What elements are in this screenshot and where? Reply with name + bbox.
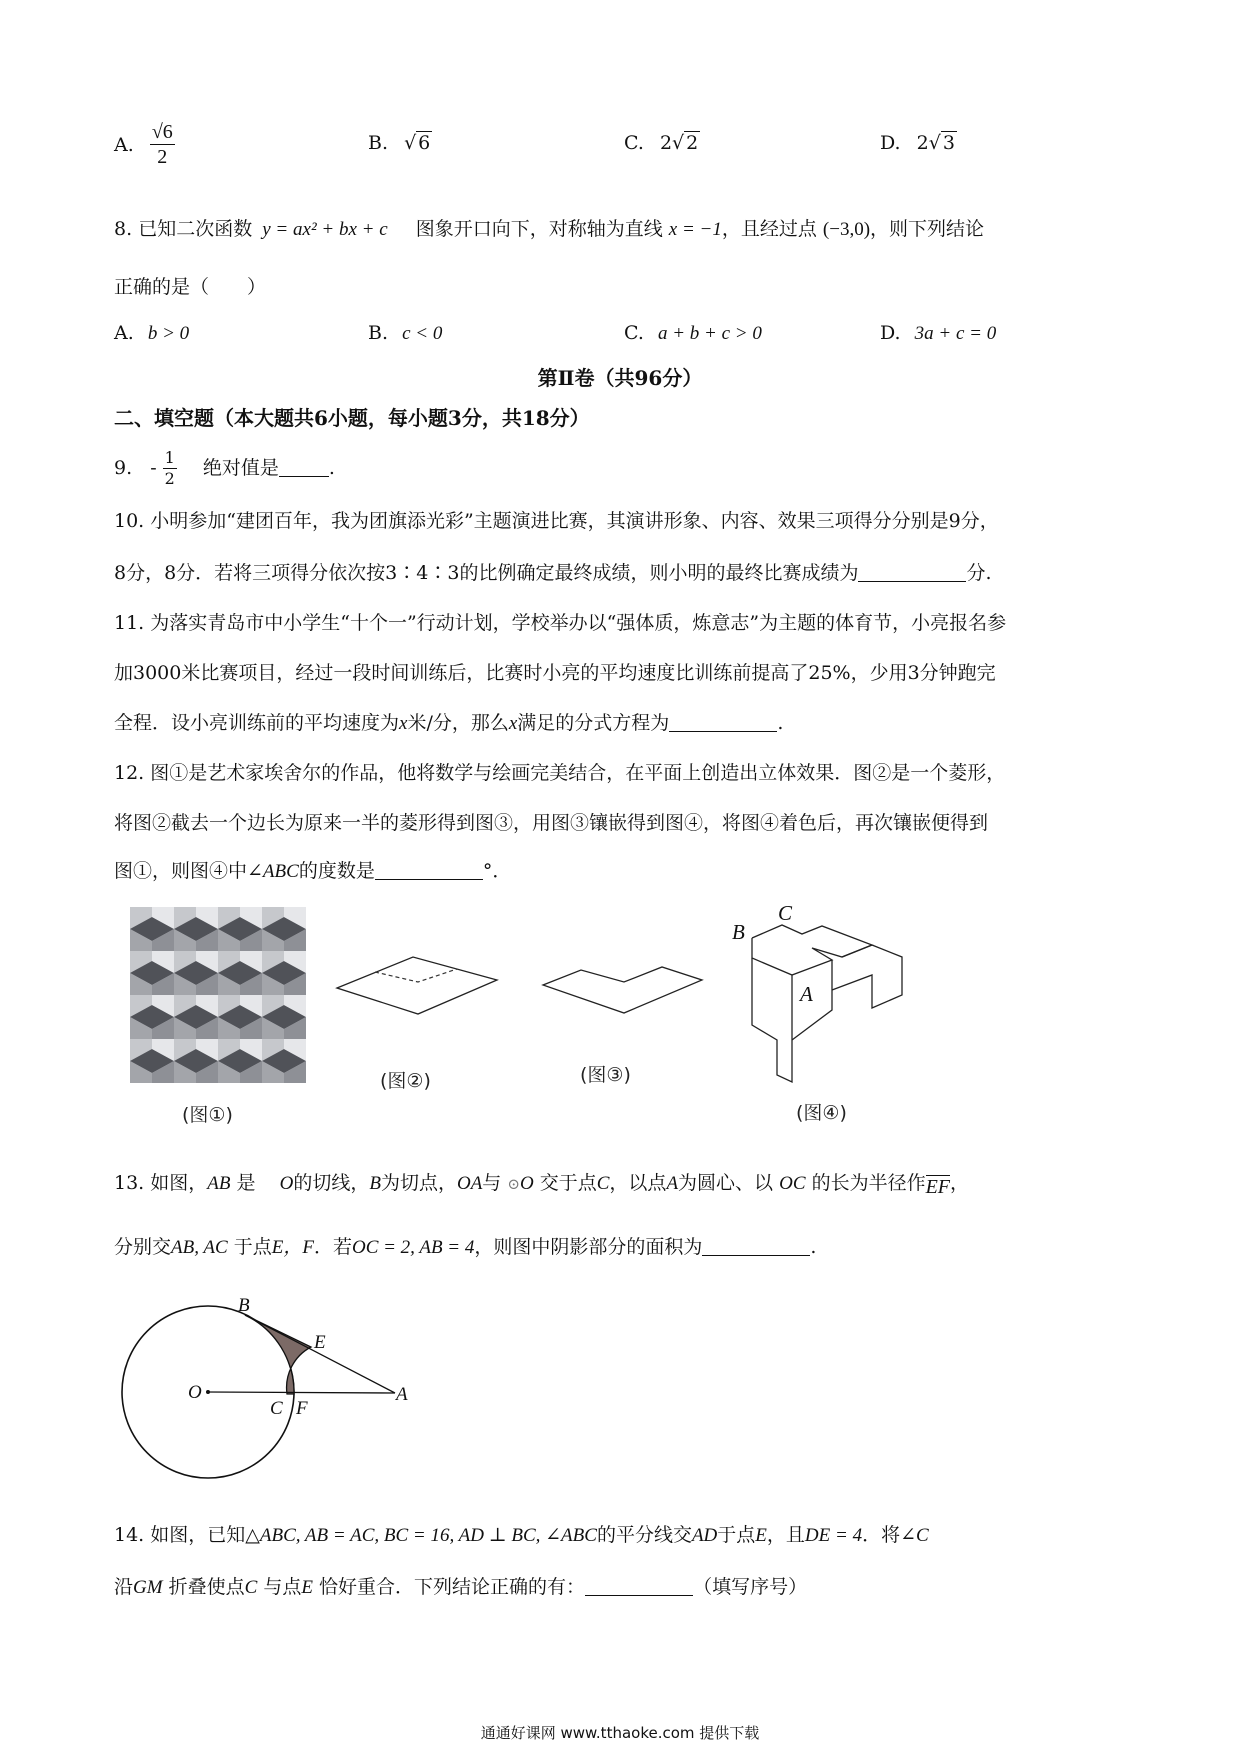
- q10-line-1: 10. 小明参加“建团百年，我为团旗添光彩”主题演进比赛，其演讲形象、内容、效果三项得分分别是9分，: [114, 510, 999, 532]
- label-b: B: [238, 1295, 250, 1316]
- q9-fraction: [163, 450, 177, 487]
- q14-text-b: 的平分线交: [596, 1524, 692, 1546]
- page-footer: 通通好课网 www.tthaoke.com 提供下载: [480, 1724, 760, 1742]
- q7-option-d-radicand: 3: [942, 132, 955, 154]
- section2-title: 二、填空题（本大题共6小题，每小题3分，共18分）: [114, 406, 590, 430]
- q10-answer-blank[interactable]: [858, 562, 966, 582]
- q14-c: C: [244, 1577, 258, 1598]
- q7-option-c-coef: 2: [659, 132, 673, 154]
- q8-text-4: ，则下列结论: [870, 218, 985, 240]
- q14-ad: AD: [691, 1525, 718, 1546]
- q13-figure: [110, 1290, 430, 1490]
- q14-line-2-end: （填写序号）: [693, 1576, 808, 1598]
- q13-line-2-b: 于点: [233, 1236, 272, 1258]
- q13-text-e: 与: [482, 1172, 502, 1194]
- q8-line-2: 正确的是（ ）: [114, 276, 267, 298]
- q8-option-d-label: D.: [880, 322, 901, 344]
- q7-option-d-value: 2√ 3: [916, 132, 955, 154]
- q8-option-c-label: C.: [624, 322, 644, 344]
- q7-option-b: [368, 132, 432, 154]
- q14-text-a: 14. 如图，已知: [114, 1524, 246, 1546]
- rhombus-outline: [337, 957, 497, 1014]
- shaded-region: [245, 1315, 311, 1394]
- q12-figure-1-caption: (图①): [182, 1104, 233, 1126]
- q14-line-2: [114, 1572, 807, 1599]
- q13-o-1: O: [279, 1173, 294, 1194]
- q14-e-2: E: [301, 1577, 313, 1598]
- q9-sign: -: [150, 457, 157, 479]
- part2-title: 第Ⅱ卷（共96分）: [537, 366, 703, 390]
- tangent-ab: [245, 1315, 395, 1393]
- q13-line-2: [114, 1232, 816, 1259]
- q8-option-a: [114, 322, 189, 345]
- q14-text-f: ．将: [862, 1524, 901, 1546]
- q7-option-c-radicand: 2: [686, 132, 699, 154]
- label-a: A: [396, 1384, 408, 1405]
- q12-figure-2: [330, 950, 505, 1020]
- label-c: C: [270, 1398, 283, 1419]
- q14-line-2-b: 折叠使点: [168, 1576, 245, 1598]
- q8-line-1: [114, 214, 984, 241]
- q13-points: E，F: [271, 1237, 314, 1258]
- q13-circle-symbol: ⊙: [507, 1175, 520, 1193]
- q12-figure-4: [732, 900, 922, 1100]
- q8-text-2: 图象开口向下，对称轴为直线: [415, 218, 663, 240]
- q8-number: 8.: [114, 218, 133, 240]
- q7-option-a-denominator: 2: [157, 146, 168, 168]
- q7-option-a-label: A.: [114, 134, 134, 156]
- q14-answer-blank[interactable]: [585, 1576, 693, 1596]
- q8-point: (−3,0): [822, 219, 871, 240]
- q9-answer-blank[interactable]: [279, 457, 329, 477]
- q13-oc: OC: [779, 1173, 806, 1194]
- q7-option-a: [114, 122, 175, 167]
- q8-option-d-text: 3a + c = 0: [914, 323, 997, 344]
- dashed-cut-line: [375, 969, 457, 982]
- q7-option-c-label: C.: [624, 132, 644, 154]
- q13-text-a: 13. 如图，: [114, 1172, 208, 1194]
- q11-line-3-a: 全程．设小亮训练前的平均速度为: [114, 712, 400, 734]
- q12-line-2: 将图②截去一个边长为原来一半的菱形得到图③，用图③镶嵌得到图④，将图④着色后，再次镶嵌便得到: [114, 812, 989, 834]
- q12-line-3-end: °．: [482, 860, 512, 882]
- q7-option-a-numerator: √6: [151, 121, 173, 143]
- q13-a: A: [666, 1173, 679, 1194]
- q13-text-d: 为切点，: [380, 1172, 457, 1194]
- q13-text-g: ，以点: [609, 1172, 667, 1194]
- q10-line-2-end: 分.: [966, 562, 992, 584]
- q14-line-2-d: 恰好重合．下列结论正确的有：: [319, 1576, 586, 1598]
- q12-answer-blank[interactable]: [375, 860, 483, 880]
- fig4-right-arm: [832, 945, 902, 1008]
- q8-axis: x = −1: [668, 219, 722, 240]
- q13-answer-blank[interactable]: [702, 1236, 810, 1256]
- q12-line-3-b: 的度数是: [298, 860, 375, 882]
- q12-line-3-a: 图①，则图④中: [114, 860, 248, 882]
- q8-text-1: 已知二次函数: [138, 218, 253, 240]
- fig4-label-a: A: [800, 982, 813, 1006]
- q13-c: C: [596, 1173, 610, 1194]
- q14-text-d: ，且: [766, 1524, 805, 1546]
- q7-option-b-radicand: 6: [418, 132, 431, 154]
- q9-line: [114, 450, 335, 487]
- q12-figure-4-caption: (图④): [796, 1102, 847, 1124]
- q14-text-c: 于点: [717, 1524, 756, 1546]
- q8-option-a-label: A.: [114, 322, 134, 344]
- q8-option-c: [624, 322, 762, 345]
- q14-line-2-a: 沿: [114, 1576, 134, 1598]
- q10-line-2: [114, 558, 992, 585]
- q7-option-c-value: 2√ 2: [659, 132, 699, 154]
- q8-option-c-text: a + b + c > 0: [657, 323, 762, 344]
- q7-option-d-label: D.: [880, 132, 901, 154]
- q12-figure-2-caption: (图②): [380, 1070, 431, 1092]
- q11-line-3-c: 满足的分式方程为: [517, 712, 670, 734]
- q14-line-1: [114, 1520, 929, 1547]
- q7-option-a-fraction: [150, 122, 175, 167]
- l-shape-outline: [543, 967, 702, 1013]
- q9-end: .: [328, 457, 335, 479]
- q12-line-3: [114, 856, 511, 883]
- fig4-top-face: [752, 925, 872, 975]
- q8-option-b-text: c < 0: [402, 323, 443, 344]
- q13-line-2-a: 分别交: [114, 1236, 172, 1258]
- fig4-label-b: B: [732, 920, 745, 944]
- q12-line-1: 12. 图①是艺术家埃舍尔的作品，他将数学与绘画完美结合，在平面上创造出立体效果．图②是一个菱形，: [114, 762, 1006, 784]
- center-point: [206, 1390, 210, 1394]
- q13-text-f: 交于点: [539, 1172, 597, 1194]
- q13-line-1: [114, 1168, 969, 1199]
- q13-line-2-end: .: [810, 1236, 817, 1258]
- q13-text-h: 为圆心、以: [678, 1172, 774, 1194]
- fig4-left-leg: [752, 958, 792, 1082]
- q13-segments: AB, AC: [171, 1237, 228, 1258]
- q13-text-i: 的长为半径作: [811, 1172, 926, 1194]
- escher-tessellation-image: [130, 907, 306, 1083]
- q7-option-d: [880, 132, 957, 154]
- q13-o-2: O: [519, 1173, 534, 1194]
- q10-line-2-text: 8分，8分．若将三项得分依次按3∶4∶3的比例确定最终成绩，则小明的最终比赛成绩为: [114, 562, 859, 584]
- q11-answer-blank[interactable]: [669, 712, 777, 732]
- q14-condition: △ABC, AB = AC, BC = 16, AD ⊥ BC, ∠ABC: [245, 1525, 597, 1546]
- q8-option-b: [368, 322, 442, 345]
- q9-numerator: 1: [164, 448, 175, 467]
- q11-line-3: [114, 708, 783, 735]
- q13-text-end: ，: [950, 1172, 970, 1194]
- q13-arc-ef: EF: [925, 1176, 951, 1198]
- q13-ab: AB: [207, 1173, 231, 1194]
- q11-line-3-b: 米/分，那么: [407, 712, 509, 734]
- q13-line-2-d: ，则图中阴影部分的面积为: [474, 1236, 703, 1258]
- q12-figure-3: [536, 950, 711, 1020]
- segment-oa: [208, 1392, 395, 1393]
- q8-text-3: ，且经过点: [721, 218, 817, 240]
- q11-line-3-end: .: [777, 712, 784, 734]
- q8-function: y = ax² + bx + c: [262, 219, 388, 240]
- fig4-label-c: C: [778, 901, 793, 925]
- q14-de: DE = 4: [804, 1525, 863, 1546]
- q12-figure-3-caption: (图③): [580, 1064, 631, 1086]
- q11-line-2: 加3000米比赛项目，经过一段时间训练后，比赛时小亮的平均速度比训练前提高了25%，少用3分钟跑完: [114, 662, 996, 684]
- q13-b: B: [369, 1173, 381, 1194]
- label-f: F: [296, 1398, 308, 1419]
- q9-denominator: 2: [164, 469, 175, 488]
- q13-oa: OA: [456, 1173, 483, 1194]
- q9-text: 绝对值是: [202, 457, 279, 479]
- q12-angle: ∠ABC: [247, 861, 299, 882]
- q13-line-2-c: ．若: [313, 1236, 352, 1258]
- q7-option-d-coef: 2: [916, 132, 929, 154]
- q14-gm: GM: [133, 1577, 163, 1598]
- q8-option-a-text: b > 0: [147, 323, 190, 344]
- q14-line-2-c: 与点: [263, 1576, 302, 1598]
- q8-option-b-label: B.: [368, 322, 389, 344]
- q8-option-d: [880, 322, 996, 345]
- q12-figure-1: [130, 907, 306, 1083]
- q9-number: 9.: [114, 457, 133, 479]
- fig4-inner-edge: [842, 945, 872, 957]
- q13-text-b: 是: [236, 1172, 256, 1194]
- q7-option-b-value: √ 6: [404, 132, 431, 154]
- q11-var-1: x: [399, 713, 408, 734]
- q7-option-b-label: B.: [368, 132, 389, 154]
- q13-text-c: 的切线，: [293, 1172, 370, 1194]
- q13-condition: OC = 2, AB = 4: [351, 1237, 475, 1258]
- q11-line-1: 11. 为落实青岛市中小学生“十个一”行动计划，学校举办以“强体质，炼意志”为主题的体育节，小亮报名参: [114, 612, 1007, 634]
- label-o: O: [188, 1382, 202, 1403]
- q11-var-2: x: [508, 713, 518, 734]
- label-e: E: [314, 1332, 326, 1353]
- q7-option-c: [624, 132, 700, 154]
- q14-e: E: [755, 1525, 767, 1546]
- q14-angle-c: ∠C: [900, 1525, 929, 1546]
